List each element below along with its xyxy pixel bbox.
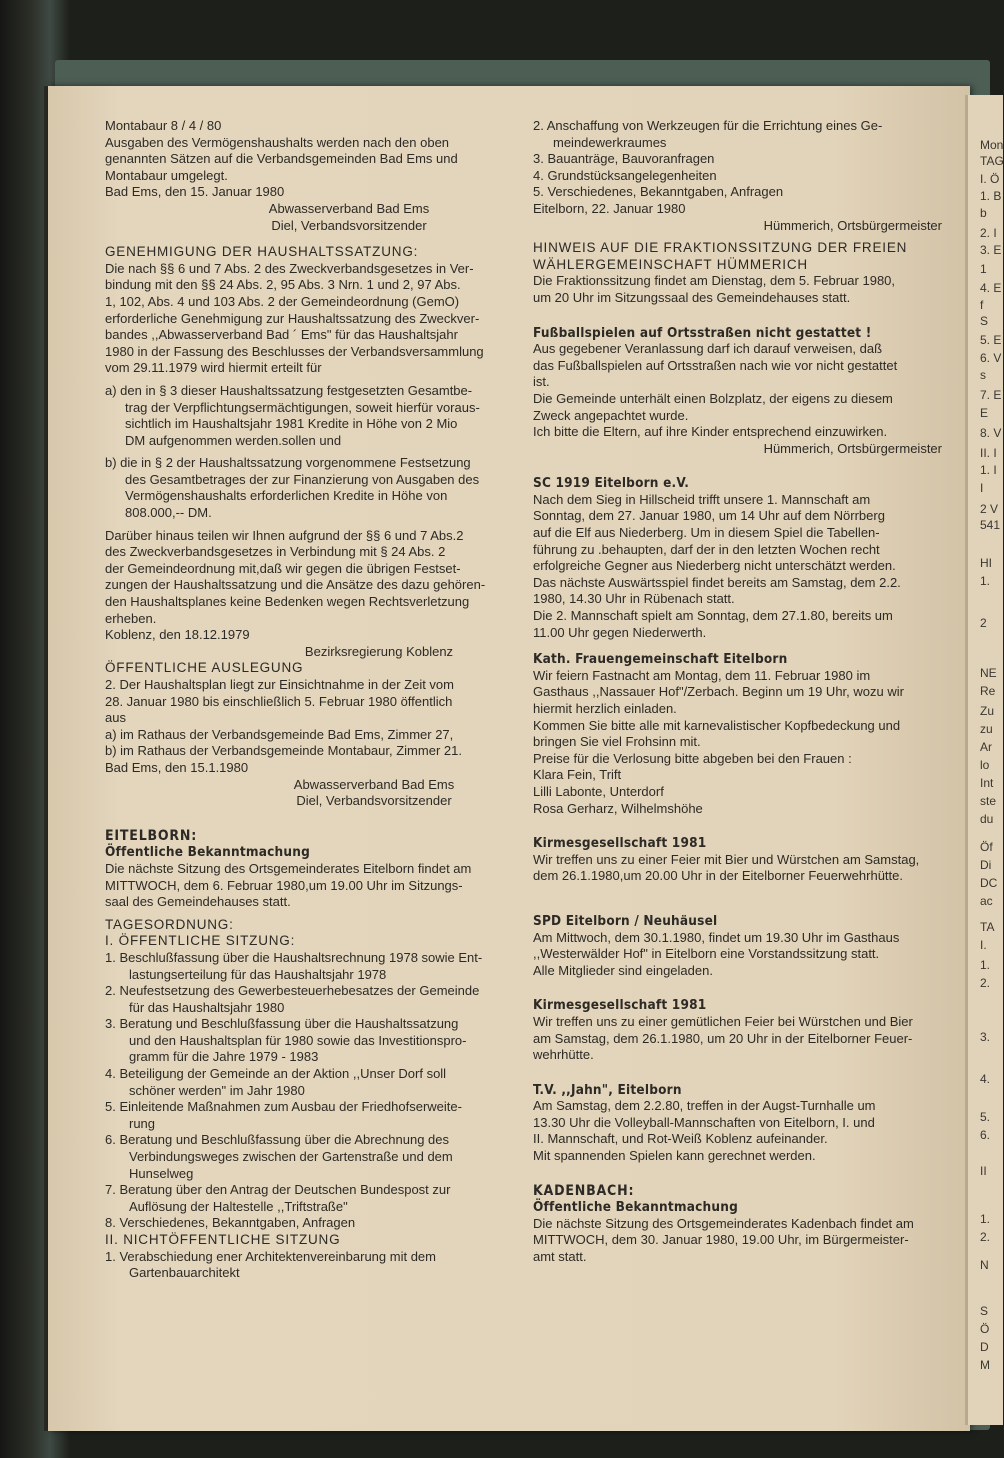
adjacent-page-fragment: Mon: [980, 138, 1004, 152]
text-line: erfolgreiche Gegner aus Niederberg nicht unterschätzt werden.: [533, 558, 896, 574]
left-column: [105, 118, 523, 1282]
adjacent-page-fragment: 4. E: [980, 281, 1002, 295]
text-line: Gasthaus ,,Nassauer Hof"/Zerbach. Beginn um 19 Uhr, wozu wir: [533, 684, 904, 700]
agenda-list: [105, 950, 523, 1232]
text-line: 808.000,-- DM.: [125, 505, 212, 521]
text-line: Am Mittwoch, dem 30.1.1980, findet um 19.30 Uhr im Gasthaus: [533, 929, 900, 945]
text-line: Darüber hinaus teilen wir Ihnen aufgrund der §§ 6 und 7 Abs.2: [105, 527, 464, 543]
text-line: Die Fraktionssitzung findet am Dienstag, dem 5. Februar 1980,: [533, 273, 896, 289]
eitelborn-text: [105, 861, 523, 911]
right-column: [533, 118, 960, 1266]
agenda-item: [105, 1132, 523, 1182]
adjacent-page-edge: [965, 95, 1003, 1425]
adjacent-page-fragment: ste: [980, 794, 997, 808]
text-line: Alle Mitglieder sind eingeladen.: [533, 962, 713, 978]
text-line: um 20 Uhr im Sitzungssaal des Gemeindehauses statt.: [533, 289, 851, 305]
tagesordnung-heading: TAGESORDNUNG:: [105, 916, 234, 932]
hinweis-heading: [533, 240, 960, 273]
text-line: auf die Elf aus Niederberg. Um in diesem Spiel die Tabellen-: [533, 525, 880, 541]
text-line: das Fußballspielen auf Ortsstraßen nach wie vor nicht gestattet: [533, 357, 898, 373]
adjacent-page-fragment: I.: [980, 938, 987, 952]
text-line: Zweck angepachtet wurde.: [533, 407, 689, 423]
signature-org-2: Abwasserverband Bad Ems: [293, 776, 455, 792]
signature-huemmerich-2: Hümmerich, Ortsbürgermeister: [763, 440, 942, 456]
frauen-text: [533, 668, 960, 817]
adjacent-page-fragment: Öf: [980, 840, 993, 854]
kirmes2-text: [533, 1014, 960, 1064]
text-line: Die 2. Mannschaft spielt am Sonntag, dem 27.1.80, bereits um: [533, 608, 893, 624]
adjacent-page-fragment: 2.: [980, 1230, 991, 1244]
signature-person-2: Diel, Verbandsvorsitzender: [296, 793, 452, 809]
text-line: Ich bitte die Eltern, auf ihre Kinder entsprechend einzuwirken.: [533, 424, 888, 440]
adjacent-page-fragment: 2: [980, 616, 987, 630]
text-line: zungen der Haushaltssatzung und die Ansätze des dazu gehören-: [105, 577, 486, 593]
agenda-item: [105, 1016, 523, 1066]
text-line: Die nächste Sitzung des Ortsgemeinderates Eitelborn findet am: [105, 860, 472, 876]
text-line: hiermit herzlich einladen.: [533, 701, 677, 716]
text-line: Bad Ems, den 15. Januar 1980: [105, 184, 285, 200]
adjacent-page-fragment: II: [980, 1164, 987, 1178]
text-line: Klara Fein, Trift: [533, 767, 622, 783]
adjacent-page-fragment: 1.: [980, 1212, 991, 1226]
text-line: Rosa Gerharz, Wilhelmshöhe: [533, 800, 703, 816]
list-item-line: 5. Verschiedenes, Bekanntgaben, Anfragen: [533, 184, 784, 200]
agenda-list-2: [105, 1249, 523, 1282]
adjacent-page-fragment: lo: [980, 758, 990, 772]
text-line: Die nach §§ 6 und 7 Abs. 2 des Zweckverbandsgesetzes in Ver-: [105, 260, 474, 276]
adjacent-page-fragment: 5.: [980, 1110, 991, 1124]
adjacent-page-fragment: HI: [980, 556, 992, 570]
adjacent-page-fragment: S: [980, 1304, 989, 1318]
genehmigung-heading: GENEHMIGUNG DER HAUSHALTSSATZUNG:: [105, 244, 419, 260]
text-line: bringen Sie viel Frohsinn mit.: [533, 734, 701, 750]
adjacent-page-fragment: 2.: [980, 976, 991, 990]
agenda-item: [105, 950, 523, 983]
adjacent-page-fragment: NE: [980, 666, 997, 680]
text-line: DM aufgenommen werden.sollen und: [125, 432, 342, 448]
kirmes1-text: [533, 852, 960, 885]
fussball-text: [533, 341, 960, 441]
adjacent-page-fragment: 6.: [980, 1128, 991, 1142]
text-line: 2. Der Haushaltsplan liegt zur Einsichtnahme in der Zeit vom: [105, 677, 454, 692]
text-line: Gartenbauarchitekt: [129, 1265, 240, 1281]
text-line: Kommen Sie bitte alle mit karnevalistischer Kopfbedeckung und: [533, 717, 901, 733]
text-line: saal des Gemeindehauses statt.: [105, 894, 291, 910]
adjacent-page-fragment: I: [980, 481, 984, 495]
adjacent-page-fragment: 5. E: [980, 333, 1002, 347]
text-line: 1980, 14.30 Uhr in Rübenach statt.: [533, 591, 735, 607]
text-line: ,,Westerwälder Hof" in Eitelborn eine Vorstandssitzung statt.: [533, 946, 880, 962]
hinweis-text: [533, 273, 960, 306]
list-item-line: und den Haushaltsplan für 1980 sowie das Investitionspro-: [129, 1032, 467, 1048]
adjacent-page-fragment: s: [980, 368, 986, 382]
text-line: bandes ,,Abwasserverband Bad ´ Ems" für das Haushaltsjahr: [105, 327, 458, 343]
text-line: Die Gemeinde unterhält einen Bolzplatz, der eigens zu diesem: [533, 390, 893, 406]
text-line: erforderliche Genehmigung zur Haushaltssatzung des Zweckver-: [105, 310, 480, 326]
agenda-item: [105, 1099, 523, 1132]
text-line: bindung mit den §§ 24 Abs. 2, 95 Abs. 3 Nrn. 1 und 2, 97 Abs.: [105, 277, 461, 293]
adjacent-page-fragment: 7. E: [980, 388, 1002, 402]
text-line: erheben.: [105, 610, 157, 626]
auslegung-text: [105, 677, 523, 777]
text-line: b) die in § 2 der Haushaltssatzung vorgenommene Festsetzung: [105, 455, 471, 471]
list-item-line: 8. Verschiedenes, Bekanntgaben, Anfragen: [105, 1215, 356, 1231]
kadenbach-text: [533, 1216, 960, 1266]
signature-person: Diel, Verbandsvorsitzender: [271, 217, 427, 233]
list-item-line: schöner werden" im Jahr 1980: [129, 1082, 305, 1098]
adjacent-page-fragment: II. I: [980, 446, 997, 460]
text-line: b) im Rathaus der Verbandsgemeinde Montabaur, Zimmer 21.: [105, 743, 462, 759]
text-line: den Haushaltsplanes keine Bedenken wegen Rechtsverletzung: [105, 594, 470, 610]
list-item-line: Hunselweg: [129, 1165, 194, 1181]
text-line: 1, 102, Abs. 4 und 103 Abs. 2 der Gemeindeordnung (GemO): [105, 293, 460, 309]
kadenbach-subheading: Öffentliche Bekanntmachung: [533, 1199, 738, 1216]
text-line: 13.30 Uhr die Volleyball-Mannschaften von Eitelborn, I. und: [533, 1114, 875, 1130]
text-line: am Samstag, dem 26.1.1980, um 20 Uhr in der Eitelborner Feuer-: [533, 1030, 913, 1046]
adjacent-page-fragment: 1. I: [980, 463, 997, 477]
adjacent-page-fragment: 541: [980, 518, 1001, 532]
nichtoeffentliche-heading: II. NICHTÖFFENTLICHE SITZUNG: [105, 1232, 341, 1247]
text-line: trag der Verpflichtungsermächtigungen, soweit hierfür voraus-: [125, 399, 480, 415]
text-line: Die nächste Sitzung des Ortsgemeinderates Kadenbach findet am: [533, 1215, 914, 1231]
text-line: Nach dem Sieg in Hillscheid trifft unsere 1. Mannschaft am: [533, 491, 871, 507]
list-item-line: 7. Beratung über den Antrag der Deutschen Bundespost zur: [105, 1182, 451, 1198]
agenda-item: [105, 1215, 523, 1232]
adjacent-page-fragment: zu: [980, 722, 993, 736]
kirmes2-heading: Kirmesgesellschaft 1981: [533, 997, 707, 1014]
text-line: II. Mannschaft, und Rot-Weiß Koblenz aufeinander.: [533, 1131, 828, 1147]
text-line: ist.: [533, 374, 550, 390]
list-item-line: meindewerkraumes: [553, 134, 667, 150]
signature-bezirk: Bezirksregierung Koblenz: [304, 643, 454, 659]
list-item-line: 4. Grundstücksangelegenheiten: [533, 167, 717, 183]
adjacent-page-fragment: 2 V: [980, 502, 999, 516]
genehmigung-text: [105, 261, 523, 377]
item-b: [105, 455, 523, 521]
agenda-item: [533, 118, 960, 151]
adjacent-page-fragment: M: [980, 1358, 990, 1372]
adjacent-page-fragment: 1. B: [980, 189, 1002, 203]
text-line: Das nächste Auswärtsspiel findet bereits am Samstag, dem 2.2.: [533, 574, 901, 590]
text-line: 11.00 Uhr gegen Niederwerth.: [533, 624, 707, 640]
auslegung-heading: ÖFFENTLICHE AUSLEGUNG: [105, 660, 304, 676]
text-line: vom 29.11.1979 wird hiermit erteilt für: [105, 360, 322, 376]
text-line: WÄHLERGEMEINSCHAFT HÜMMERICH: [533, 256, 808, 272]
adjacent-page-fragment: 1: [980, 262, 987, 276]
agenda-item: [105, 983, 523, 1016]
text-line: Ausgaben des Vermögenshaushalts werden nach den oben: [105, 134, 450, 150]
text-line: Lilli Labonte, Unterdorf: [533, 783, 664, 799]
adjacent-page-fragment: Ö: [980, 1322, 990, 1336]
adjacent-page-fragment: 6. V: [980, 351, 1002, 365]
list-item-line: Auflösung der Haltestelle ,,Triftstraße": [129, 1198, 348, 1214]
adjacent-page-fragment: 8. V: [980, 426, 1002, 440]
agenda-item: [533, 168, 960, 185]
text-line: Wir feiern Fastnacht am Montag, dem 11. Februar 1980 im: [533, 667, 871, 683]
adjacent-page-fragment: E: [980, 406, 989, 420]
list-item-line: rung: [129, 1115, 156, 1131]
text-line: sichtlich im Haushaltsjahr 1981 Kredite in Höhe von 2 Mio: [125, 416, 458, 432]
list-item-line: gramm für die Jahre 1979 - 1983: [129, 1049, 319, 1065]
tv-heading: T.V. ,,Jahn", Eitelborn: [533, 1081, 682, 1098]
spd-text: [533, 930, 960, 980]
text-line: 1980 in der Fassung des Beschlusses der Verbandsversammlung: [105, 343, 484, 359]
list-item-line: 2. Neufestsetzung des Gewerbesteuerhebesatzes der Gemeinde: [105, 983, 480, 999]
text-line: dem 26.1.1980,um 20.00 Uhr in der Eitelborner Feuerwehrhütte.: [533, 868, 903, 884]
signature-org: Abwasserverband Bad Ems: [268, 200, 430, 216]
agenda-item: [105, 1066, 523, 1099]
sc-text: [533, 492, 960, 641]
text-line: Koblenz, den 18.12.1979: [105, 627, 250, 643]
text-line: Montabaur umgelegt.: [105, 167, 228, 183]
eitelborn-date: Eitelborn, 22. Januar 1980: [533, 200, 686, 216]
adjacent-page-fragment: S: [980, 314, 989, 328]
text-line: MITTWOCH, dem 6. Februar 1980,um 19.00 Uhr im Sitzungs-: [105, 877, 463, 893]
item-a: [105, 383, 523, 449]
text-line: Vermögenshaushalts erforderlichen Kredite in Höhe von: [125, 488, 448, 504]
spd-heading: SPD Eitelborn / Neuhäusel: [533, 912, 718, 929]
text-line: amt statt.: [533, 1249, 587, 1265]
adjacent-page-fragment: N: [980, 1258, 989, 1272]
text-line: aus: [105, 710, 126, 726]
list-item-line: für das Haushaltsjahr 1980: [129, 999, 285, 1015]
text-line: Mit spannenden Spielen kann gerechnet werden.: [533, 1148, 816, 1164]
eitelborn-subheading: Öffentliche Bekanntmachung: [105, 844, 310, 861]
signature-huemmerich: Hümmerich, Ortsbürgermeister: [763, 217, 942, 233]
list-item-line: 3. Bauanträge, Bauvoranfragen: [533, 151, 715, 167]
text-line: 28. Januar 1980 bis einschließlich 5. Februar 1980 öffentlich: [105, 693, 453, 709]
text-line: genannten Sätzen auf die Verbandsgemeinden Bad Ems und: [105, 151, 458, 167]
list-item-line: 4. Beteiligung der Gemeinde an der Aktion ,,Unser Dorf soll: [105, 1066, 447, 1082]
text-line: der Gemeindeordnung mit,daß wir gegen die übrigen Festset-: [105, 560, 461, 576]
adjacent-page-fragment: 3.: [980, 1030, 991, 1044]
text-line: des Gesamtbetrages der zur Finanzierung von Ausgaben des: [125, 471, 480, 487]
text-line: Bad Ems, den 15.1.1980: [105, 759, 249, 775]
text-line: führung zu .behaupten, darf der in den letzten Wochen recht: [533, 541, 880, 557]
text-line: 1. Verabschiedung ener Architektenvereinbarung mit dem: [105, 1248, 436, 1264]
adjacent-page-fragment: du: [980, 812, 994, 826]
oeffentliche-sitzung-heading: I. ÖFFENTLICHE SITZUNG:: [105, 933, 296, 949]
text-line: MITTWOCH, dem 30. Januar 1980, 19.00 Uhr, im Bürgermeister-: [533, 1232, 909, 1248]
adjacent-page-fragment: 3. E: [980, 243, 1002, 257]
text-line: HINWEIS AUF DIE FRAKTIONSSITZUNG DER FREIEN: [533, 240, 908, 256]
eitelborn-heading: EITELBORN:: [105, 827, 198, 844]
list-item-line: 1. Beschlußfassung über die Haushaltsrechnung 1978 sowie Ent-: [105, 949, 483, 965]
text-line: a) im Rathaus der Verbandsgemeinde Bad Ems, Zimmer 27,: [105, 726, 454, 742]
adjacent-page-fragment: I. Ö: [980, 172, 1000, 186]
adjacent-page-fragment: Di: [980, 858, 992, 872]
text-line: Sonntag, dem 27. Januar 1980, um 14 Uhr auf dem Nörrberg: [533, 508, 885, 524]
text-line: Aus gegebener Veranlassung darf ich darauf verweisen, daß: [533, 341, 883, 357]
adjacent-page-fragment: TA: [980, 920, 995, 934]
kadenbach-heading: KADENBACH:: [533, 1182, 635, 1199]
adjacent-page-fragment: 2. I: [980, 226, 997, 240]
adjacent-page-fragment: b: [980, 206, 987, 220]
darueber-text: [105, 528, 523, 644]
text-line: Preise für die Verlosung bitte abgeben bei den Frauen :: [533, 750, 852, 766]
list-item-line: Verbindungsweges zwischen der Gartenstraße und dem: [129, 1149, 453, 1165]
adjacent-page-fragment: 1.: [980, 574, 991, 588]
adjacent-page-fragment: Zu: [980, 704, 995, 718]
frauen-heading: Kath. Frauengemeinschaft Eitelborn: [533, 651, 788, 668]
text-line: Wir treffen uns zu einer gemütlichen Feier bei Würstchen und Bier: [533, 1013, 913, 1029]
sc-heading: SC 1919 Eitelborn e.V.: [533, 475, 690, 492]
agenda-item: [105, 1182, 523, 1215]
text-line: des Zweckverbandsgesetzes in Verbindung mit § 24 Abs. 2: [105, 544, 446, 560]
agenda-item: [533, 184, 960, 201]
list-item-line: 3. Beratung und Beschlußfassung über die Haushaltssatzung: [105, 1016, 459, 1032]
list-item-line: 6. Beratung und Beschlußfassung über die Abrechnung des: [105, 1132, 450, 1148]
list-item-line: 2. Anschaffung von Werkzeugen für die Errichtung eines Ge-: [533, 118, 883, 133]
adjacent-page-fragment: ac: [980, 894, 993, 908]
adjacent-page-fragment: 4.: [980, 1072, 991, 1086]
text-line: a) den in § 3 dieser Haushaltssatzung festgesetzten Gesamtbe-: [105, 382, 473, 398]
adjacent-page-fragment: DC: [980, 876, 998, 890]
list-item-line: lastungserteilung für das Haushaltsjahr 1978: [129, 966, 387, 982]
text-line: wehrhütte.: [533, 1047, 594, 1063]
agenda-item: [533, 151, 960, 168]
adjacent-page-fragment: Int: [980, 776, 994, 790]
text-line: Am Samstag, dem 2.2.80, treffen in der Augst-Turnhalle um: [533, 1098, 876, 1114]
adjacent-page-fragment: Ar: [980, 740, 992, 754]
page-header: Montabaur 8 / 4 / 80: [105, 118, 222, 133]
adjacent-page-fragment: D: [980, 1340, 989, 1354]
list-item-line: 5. Einleitende Maßnahmen zum Ausbau der Friedhofserweite-: [105, 1099, 462, 1115]
adjacent-page-fragment: TAG: [980, 154, 1004, 168]
adjacent-page-fragment: f: [980, 298, 984, 312]
text-line: Wir treffen uns zu einer Feier mit Bier und Würstchen am Samstag,: [533, 851, 920, 867]
tv-text: [533, 1098, 960, 1164]
kirmes1-heading: Kirmesgesellschaft 1981: [533, 835, 707, 852]
adjacent-page-fragment: 1.: [980, 958, 991, 972]
intro-text: [105, 135, 523, 201]
agenda-continued: [533, 118, 960, 201]
adjacent-page-fragment: Re: [980, 684, 996, 698]
fussball-heading: Fußballspielen auf Ortsstraßen nicht gestattet !: [533, 324, 872, 341]
